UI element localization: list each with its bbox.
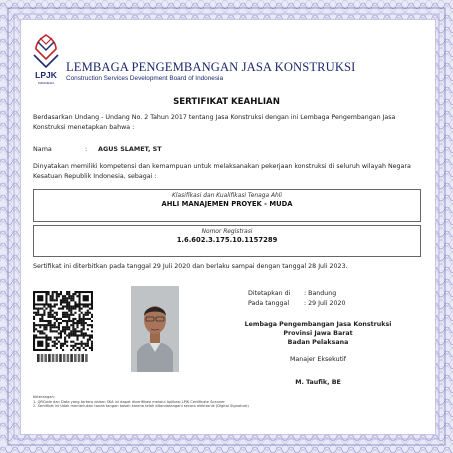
issuer-line-3: Badan Pelaksana — [287, 339, 349, 346]
logo-subtext: INDONESIA — [37, 81, 55, 85]
notes-line-1: 1. QRCode dan Data yang tertera dalam SKA ini dapat diverifikasi melalui Aplikasi LPJK Certificate Scanner — [33, 399, 225, 404]
intro-paragraph: Berdasarkan Undang - Undang No. 2 Tahun 2017 tentang Jasa Konstruksi dengan ini Lembaga Pengembangan Jasa Konstruksi menetapkan bahwa : — [33, 114, 396, 131]
lpjk-logo-icon — [30, 33, 62, 87]
signer-role: Manajer Eksekutif — [289, 356, 346, 363]
classification-box — [33, 189, 421, 222]
notes-heading: Keterangan: — [33, 395, 55, 399]
registration-box — [33, 225, 421, 257]
issuer-line-2: Provinsi Jawa Barat — [283, 330, 353, 337]
logo-text: LPJK — [35, 70, 57, 80]
name-colon: : — [85, 145, 88, 153]
notes-line-2: 2. Sertifikat ini tidak memerlukan tanda tangan basah karena telah ditandatangani secara elektronik (Digital Signature) — [33, 404, 249, 409]
certificate-title: SERTIFIKAT KEAHLIAN — [173, 97, 280, 107]
declaration-paragraph: Dinyatakan memiliki kompetensi dan kemampuan untuk melaksanakan pekerjaan konstruksi di seluruh wilayah Negara Kesatuan Republik Indonesia, sebagai : — [33, 163, 411, 180]
name-value: AGUS SLAMET, ST — [98, 145, 162, 153]
registration-label: Nomor Registrasi — [201, 229, 253, 235]
qr-code-icon — [33, 291, 93, 365]
org-name: LEMBAGA PENGEMBANGAN JASA KONSTRUKSI — [66, 60, 356, 74]
place-label: Ditetapkan di — [248, 290, 291, 297]
signer-name: M. Taufik, BE — [295, 379, 341, 386]
date-label: Pada tanggal — [248, 299, 290, 307]
name-label: Nama — [33, 145, 52, 153]
issuer-line-1: Lembaga Pengembangan Jasa Konstruksi — [244, 321, 392, 328]
registration-value: 1.6.602.3.175.10.1157289 — [176, 236, 278, 244]
classification-value: AHLI MANAJEMEN PROYEK - MUDA — [161, 200, 293, 208]
holder-photo — [131, 286, 179, 372]
validity-text: Sertifikat ini diterbitkan pada tanggal 29 Juli 2020 dan berlaku sampai dengan tanggal 28 Juli 2023. — [33, 263, 348, 270]
org-subtitle: Construction Services Development Board of Indonesia — [66, 75, 224, 82]
issuer-block — [218, 320, 418, 347]
classification-label: Klasifikasi dan Kualifikasi Tenaga Ahli — [172, 193, 282, 199]
date-value: : 29 Juli 2020 — [304, 299, 346, 307]
notes — [33, 395, 249, 409]
place-value: : Bandung — [304, 290, 337, 297]
